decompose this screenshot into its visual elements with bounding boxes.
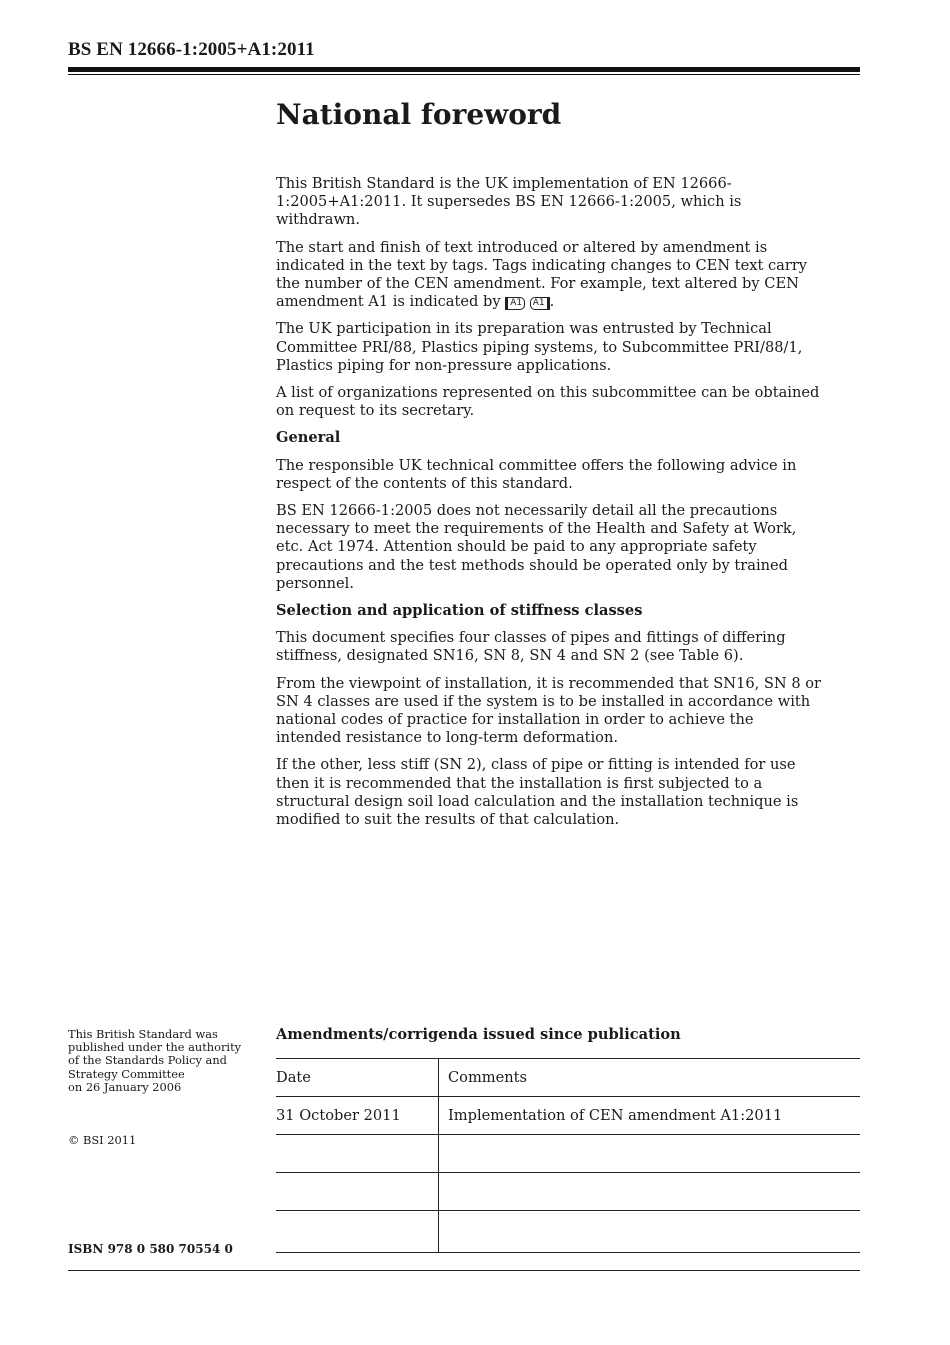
publication-line: of the Standards Policy and xyxy=(68,1053,227,1068)
amendments-table xyxy=(276,1058,860,1253)
amendment-comment xyxy=(439,1135,861,1173)
document-id: BS EN 12666-1:2005+A1:2011 xyxy=(68,39,315,60)
amendment-comment xyxy=(439,1211,861,1253)
publication-line: Strategy Committee xyxy=(68,1066,185,1081)
paragraph-amendment-tags xyxy=(276,239,821,312)
paragraph-participation: The UK participation in its preparation was entrusted by Technical Committee PRI/88, Plastics piping systems, to Subcommittee PRI/88/1, Plastics piping for non-pressure applications. xyxy=(276,320,803,374)
paragraph-implementation: This British Standard is the UK implementation of EN 12666-1:2005+A1:2011. It supersedes BS EN 12666-1:2005, which is withdrawn. xyxy=(276,175,742,229)
table-row xyxy=(276,1173,860,1211)
heading-general: General xyxy=(276,429,341,447)
isbn: ISBN 978 0 580 70554 0 xyxy=(68,1242,233,1256)
header-rule-thin xyxy=(68,74,860,75)
copyright: © BSI 2011 xyxy=(68,1133,137,1147)
paragraph-advice: The responsible UK technical committee offers the following advice in respect of the contents of this standard. xyxy=(276,456,797,492)
header-rule xyxy=(68,67,860,72)
heading-stiffness-classes: Selection and application of stiffness classes xyxy=(276,602,643,620)
publication-note xyxy=(68,1028,268,1094)
table-header-row xyxy=(276,1059,860,1097)
paragraph-amendment-end: . xyxy=(549,293,555,311)
footer-rule xyxy=(68,1270,860,1271)
column-header-comments: Comments xyxy=(439,1059,861,1097)
amendment-date: 31 October 2011 xyxy=(276,1097,439,1135)
publication-line: This British Standard was xyxy=(68,1027,218,1041)
publication-line: published under the authority xyxy=(68,1040,242,1055)
paragraph-organizations: A list of organizations represented on this subcommittee can be obtained on request to its secretary. xyxy=(276,384,820,420)
paragraph-classes: This document specifies four classes of pipes and fittings of differing stiffness, designated SN16, SN 8, SN 4 and SN 2 (see Table 6). xyxy=(276,629,786,665)
column-header-date: Date xyxy=(276,1059,439,1097)
amendment-date xyxy=(276,1173,439,1211)
paragraph-amendment-text: The start and finish of text introduced or altered by amendment is indicated in the text by tags. Tags indicating changes to CEN text carry the number of the CEN amendment. For example, text altered by CEN amendment A1 is indicated by xyxy=(276,238,808,311)
amendment-comment xyxy=(439,1173,861,1211)
foreword-body xyxy=(276,175,821,838)
publication-line: on 26 January 2006 xyxy=(68,1079,182,1094)
paragraph-installation: From the viewpoint of installation, it is recommended that SN16, SN 8 or SN 4 classes are used if the system is to be installed in accordance with national codes of practice for installation in order to achieve the intended resistance to long-term deformation. xyxy=(276,674,822,747)
amendment-start-tag-icon: A1 xyxy=(505,297,525,310)
amendments-title: Amendments/corrigenda issued since publication xyxy=(276,1026,681,1043)
amendment-date xyxy=(276,1211,439,1253)
paragraph-less-stiff: If the other, less stiff (SN 2), class of pipe or fitting is intended for use then it is recommended that the installation is first subjected to a structural design soil load calculation and the installation technique is modified to suit the results of that calculation. xyxy=(276,756,799,829)
amendment-date xyxy=(276,1135,439,1173)
amendment-end-tag-icon: A1 xyxy=(530,297,550,310)
table-row xyxy=(276,1097,860,1135)
amendment-comment: Implementation of CEN amendment A1:2011 xyxy=(439,1097,861,1135)
paragraph-safety: BS EN 12666-1:2005 does not necessarily detail all the precautions necessary to meet the requirements of the Health and Safety at Work, etc. Act 1974. Attention should be paid to any appropriate safety precautions and the test methods should be operated only by trained personnel. xyxy=(276,502,797,592)
table-row xyxy=(276,1135,860,1173)
page-title: National foreword xyxy=(276,98,562,131)
table-row xyxy=(276,1211,860,1253)
